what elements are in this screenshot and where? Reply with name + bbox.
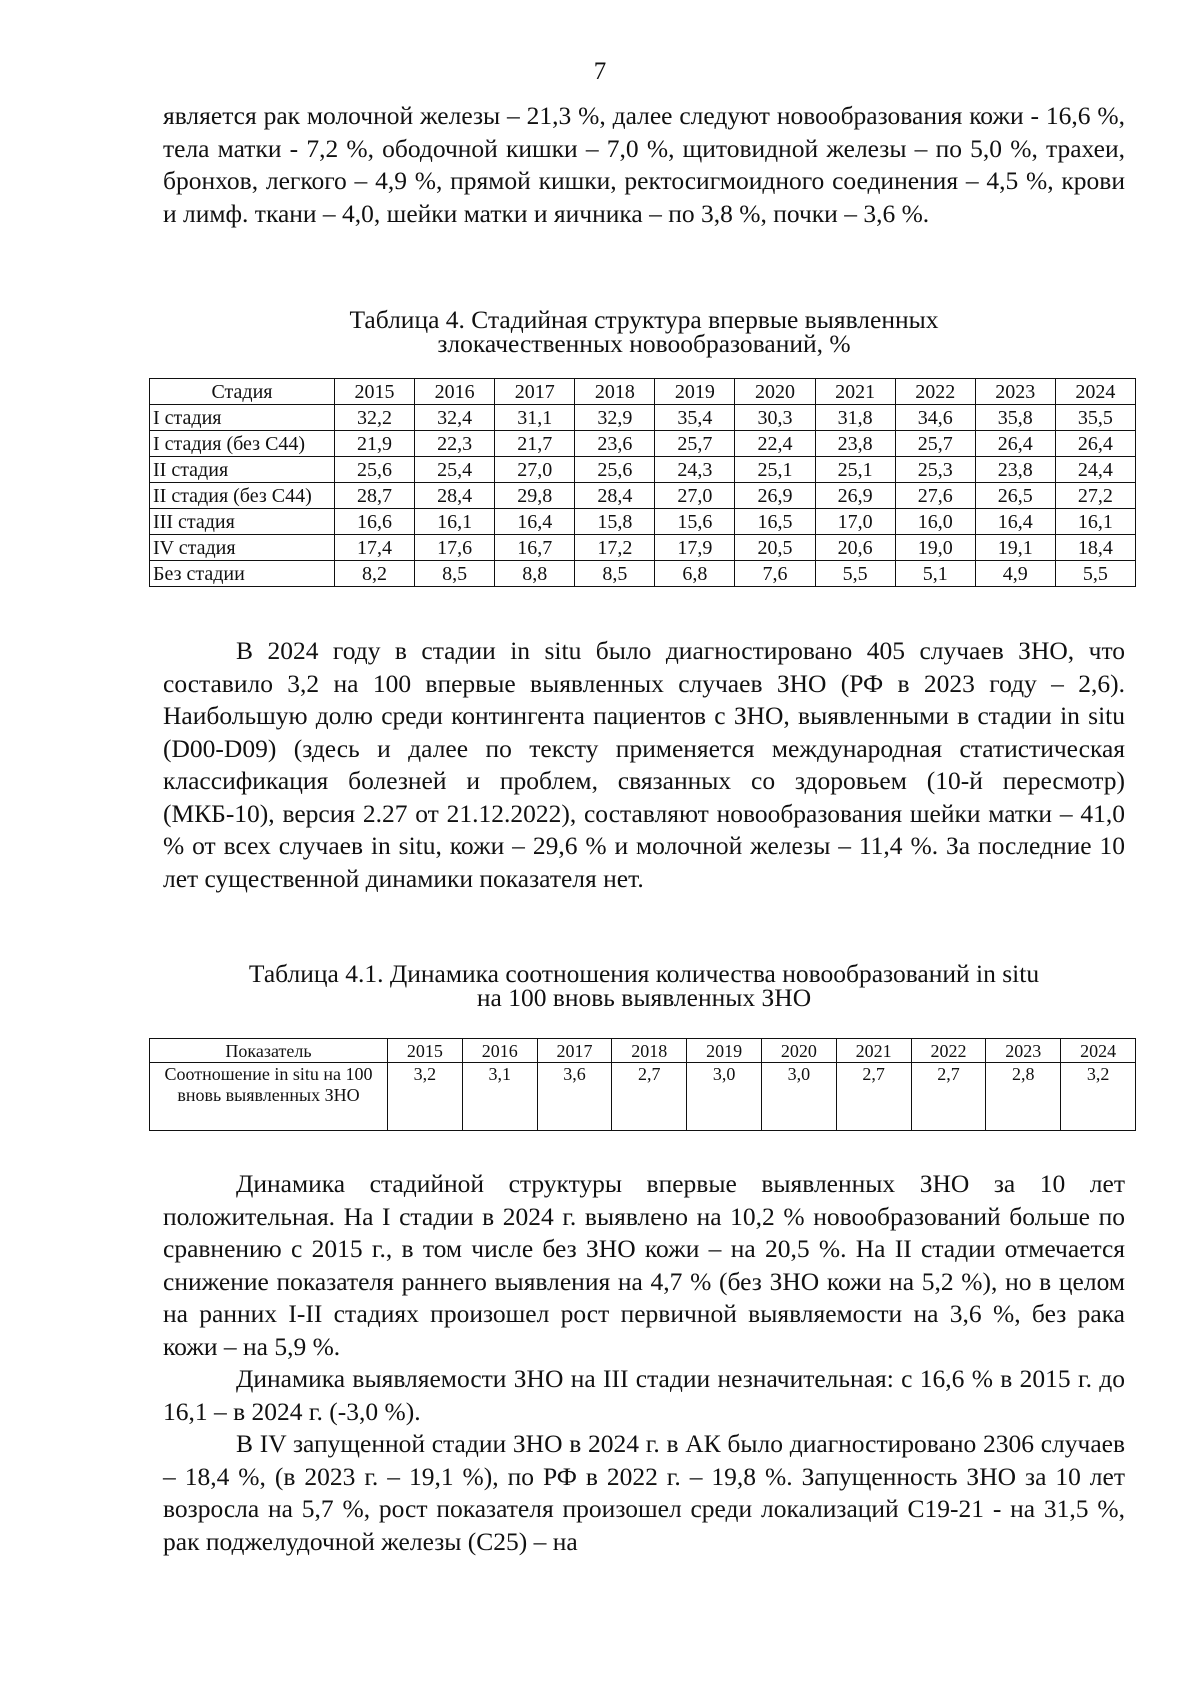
cell-value: 21,7 xyxy=(495,431,575,457)
header-indicator: Показатель xyxy=(150,1039,388,1063)
header-year: 2019 xyxy=(687,1039,762,1063)
header-year: 2024 xyxy=(1061,1039,1136,1063)
cell-value: 25,7 xyxy=(655,431,735,457)
cell-value: 17,0 xyxy=(815,509,895,535)
cell-value: 3,2 xyxy=(1061,1063,1136,1131)
cell-value: 30,3 xyxy=(735,405,815,431)
row-label: II стадия (без С44) xyxy=(150,483,335,509)
in-situ-ratio-table xyxy=(149,1038,1136,1131)
cell-value: 28,4 xyxy=(575,483,655,509)
dynamics-paragraph-3: В IV запущенной стадии ЗНО в 2024 г. в АК было диагностировано 2306 случаев – 18,4 %, (в 2023 г. – 19,1 %), по РФ в 2022 г. – 19,8 %. Запущенность ЗНО за 10 лет возросла на 5,7 %, рост показателя произошел среди локализаций С19-21 - на 31,5 %, рак поджелудочной железы (С25) – на xyxy=(163,1429,1125,1556)
cell-value: 25,7 xyxy=(895,431,975,457)
cell-value: 35,4 xyxy=(655,405,735,431)
page-number: 7 xyxy=(593,58,607,85)
table-row xyxy=(150,483,1136,509)
table-row xyxy=(150,561,1136,587)
cell-value: 22,4 xyxy=(735,431,815,457)
cell-value: 22,3 xyxy=(415,431,495,457)
cell-value: 32,4 xyxy=(415,405,495,431)
table41-caption-line2: на 100 вновь выявленных ЗНО xyxy=(476,983,812,1012)
row-label: II стадия xyxy=(150,457,335,483)
cell-value: 29,8 xyxy=(495,483,575,509)
cell-value: 8,5 xyxy=(575,561,655,587)
cell-value: 28,7 xyxy=(335,483,415,509)
cell-value: 15,8 xyxy=(575,509,655,535)
header-year: 2021 xyxy=(815,379,895,405)
cell-value: 28,4 xyxy=(415,483,495,509)
dynamics-paragraph-1: Динамика стадийной структуры впервые выявленных ЗНО за 10 лет положительная. На I стадии в 2024 г. выявлено на 10,2 % новообразований больше по сравнению с 2015 г., в том числе без ЗНО кожи – на 20,5 %. На II стадии отмечается снижение показателя раннего выявления на 4,7 % (без ЗНО кожи на 5,2 %), но в целом на ранних I-II стадиях произошел рост первичной выявляемости на 3,6 %, без рака кожи – на 5,9 %. xyxy=(163,1169,1125,1361)
row-label: Соотношение in situ на 100 вновь выявленных ЗНО xyxy=(150,1063,388,1131)
intro-paragraph: является рак молочной железы – 21,3 %, далее следуют новообразования кожи - 16,6 %, тела матки - 7,2 %, ободочной кишки – 7,0 %, щитовидной железы – по 5,0 %, трахеи, бронхов, легкого – 4,9 %, прямой кишки, ректосигмоидного соединения – 4,5 %, крови и лимф. ткани – 4,0, шейки матки и яичника – по 3,8 %, почки – 3,6 %. xyxy=(163,101,1125,228)
cell-value: 17,4 xyxy=(335,535,415,561)
cell-value: 3,6 xyxy=(537,1063,612,1131)
cell-value: 2,7 xyxy=(911,1063,986,1131)
header-year: 2015 xyxy=(388,1039,463,1063)
cell-value: 27,6 xyxy=(895,483,975,509)
row-label: Без стадии xyxy=(150,561,335,587)
header-year: 2022 xyxy=(895,379,975,405)
header-year: 2022 xyxy=(911,1039,986,1063)
cell-value: 25,4 xyxy=(415,457,495,483)
cell-value: 16,4 xyxy=(495,509,575,535)
cell-value: 19,1 xyxy=(975,535,1055,561)
cell-value: 24,4 xyxy=(1055,457,1135,483)
row-label: III стадия xyxy=(150,509,335,535)
cell-value: 17,6 xyxy=(415,535,495,561)
header-stage: Стадия xyxy=(150,379,335,405)
cell-value: 26,4 xyxy=(975,431,1055,457)
cell-value: 27,0 xyxy=(655,483,735,509)
cell-value: 8,8 xyxy=(495,561,575,587)
cell-value: 31,8 xyxy=(815,405,895,431)
table-row xyxy=(150,405,1136,431)
cell-value: 5,5 xyxy=(815,561,895,587)
header-year: 2016 xyxy=(462,1039,537,1063)
cell-value: 25,1 xyxy=(735,457,815,483)
header-year: 2015 xyxy=(335,379,415,405)
cell-value: 16,4 xyxy=(975,509,1055,535)
cell-value: 25,6 xyxy=(575,457,655,483)
cell-value: 5,5 xyxy=(1055,561,1135,587)
table4-caption-line1: Таблица 4. Стадийная структура впервые выявленных xyxy=(349,305,939,334)
table-header-row xyxy=(150,1039,1136,1063)
cell-value: 18,4 xyxy=(1055,535,1135,561)
cell-value: 35,5 xyxy=(1055,405,1135,431)
cell-value: 24,3 xyxy=(655,457,735,483)
cell-value: 16,1 xyxy=(415,509,495,535)
table-row xyxy=(150,1063,1136,1131)
cell-value: 19,0 xyxy=(895,535,975,561)
stage-structure-table xyxy=(149,378,1136,587)
cell-value: 8,2 xyxy=(335,561,415,587)
header-year: 2017 xyxy=(537,1039,612,1063)
cell-value: 20,6 xyxy=(815,535,895,561)
cell-value: 34,6 xyxy=(895,405,975,431)
cell-value: 23,6 xyxy=(575,431,655,457)
cell-value: 6,8 xyxy=(655,561,735,587)
header-year: 2023 xyxy=(975,379,1055,405)
cell-value: 3,0 xyxy=(687,1063,762,1131)
table-row xyxy=(150,535,1136,561)
header-year: 2020 xyxy=(761,1039,836,1063)
header-year: 2016 xyxy=(415,379,495,405)
cell-value: 3,1 xyxy=(462,1063,537,1131)
cell-value: 27,0 xyxy=(495,457,575,483)
cell-value: 5,1 xyxy=(895,561,975,587)
cell-value: 15,6 xyxy=(655,509,735,535)
cell-value: 27,2 xyxy=(1055,483,1135,509)
table-row xyxy=(150,457,1136,483)
cell-value: 25,6 xyxy=(335,457,415,483)
in-situ-paragraph: В 2024 году в стадии in situ было диагностировано 405 случаев ЗНО, что составило 3,2 на 100 впервые выявленных случаев ЗНО (РФ в 2023 году – 2,6). Наибольшую долю среди контингента пациентов с ЗНО, выявленными в стадии in situ (D00-D09) (здесь и далее по тексту применяется международная статистическая классификация болезней и проблем, связанных со здоровьем (10-й пересмотр) (МКБ-10), версия 2.27 от 21.12.2022), составляют новообразования шейки матки – 41,0 % от всех случаев in situ, кожи – 29,6 % и молочной железы – 11,4 %. За последние 10 лет существенной динамики показателя нет. xyxy=(163,636,1125,893)
cell-value: 26,4 xyxy=(1055,431,1135,457)
cell-value: 16,5 xyxy=(735,509,815,535)
header-year: 2023 xyxy=(986,1039,1061,1063)
cell-value: 3,2 xyxy=(388,1063,463,1131)
header-year: 2024 xyxy=(1055,379,1135,405)
cell-value: 8,5 xyxy=(415,561,495,587)
cell-value: 26,5 xyxy=(975,483,1055,509)
cell-value: 16,0 xyxy=(895,509,975,535)
cell-value: 16,6 xyxy=(335,509,415,535)
header-year: 2018 xyxy=(612,1039,687,1063)
dynamics-paragraph-2: Динамика выявляемости ЗНО на III стадии незначительная: с 16,6 % в 2015 г. до 16,1 – в 2024 г. (-3,0 %). xyxy=(163,1364,1125,1426)
cell-value: 2,8 xyxy=(986,1063,1061,1131)
cell-value: 3,0 xyxy=(761,1063,836,1131)
cell-value: 23,8 xyxy=(815,431,895,457)
cell-value: 17,2 xyxy=(575,535,655,561)
table4-caption-line2: злокачественных новообразований, % xyxy=(437,329,851,358)
row-label: IV стадия xyxy=(150,535,335,561)
table-row xyxy=(150,509,1136,535)
table41-caption-line1: Таблица 4.1. Динамика соотношения количества новообразований in situ xyxy=(248,959,1040,988)
cell-value: 7,6 xyxy=(735,561,815,587)
header-year: 2020 xyxy=(735,379,815,405)
header-year: 2019 xyxy=(655,379,735,405)
cell-value: 35,8 xyxy=(975,405,1055,431)
cell-value: 17,9 xyxy=(655,535,735,561)
cell-value: 26,9 xyxy=(735,483,815,509)
cell-value: 32,9 xyxy=(575,405,655,431)
header-year: 2017 xyxy=(495,379,575,405)
header-year: 2021 xyxy=(836,1039,911,1063)
cell-value: 16,7 xyxy=(495,535,575,561)
row-label: I стадия xyxy=(150,405,335,431)
cell-value: 2,7 xyxy=(836,1063,911,1131)
cell-value: 2,7 xyxy=(612,1063,687,1131)
table-row xyxy=(150,431,1136,457)
cell-value: 4,9 xyxy=(975,561,1055,587)
cell-value: 23,8 xyxy=(975,457,1055,483)
cell-value: 32,2 xyxy=(335,405,415,431)
cell-value: 31,1 xyxy=(495,405,575,431)
header-year: 2018 xyxy=(575,379,655,405)
cell-value: 16,1 xyxy=(1055,509,1135,535)
cell-value: 21,9 xyxy=(335,431,415,457)
row-label: I стадия (без С44) xyxy=(150,431,335,457)
cell-value: 25,1 xyxy=(815,457,895,483)
cell-value: 26,9 xyxy=(815,483,895,509)
table-header-row xyxy=(150,379,1136,405)
cell-value: 25,3 xyxy=(895,457,975,483)
cell-value: 20,5 xyxy=(735,535,815,561)
